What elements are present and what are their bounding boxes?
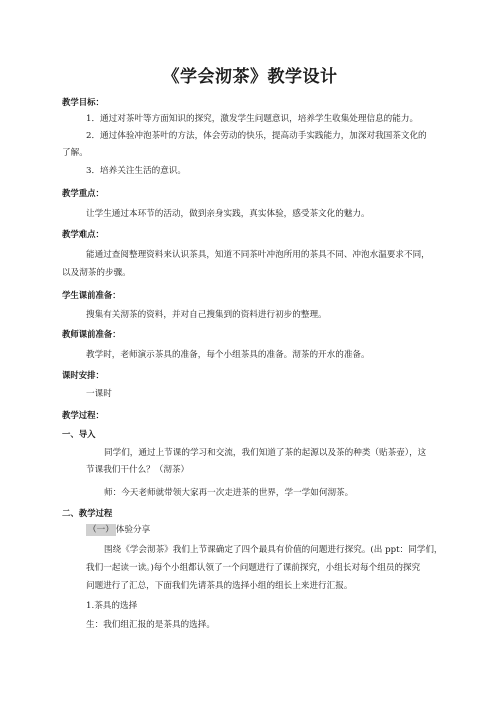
teacher-prep-text: 教学时，老师演示茶具的准备，每个小组茶具的准备。沏茶的开水的准备。 xyxy=(86,350,370,360)
intro-line-3: 师：今天老师就带领大家再一次走进茶的世界，学一学如何沏茶。 xyxy=(104,488,354,498)
student-prep-text: 搜集有关沏茶的资料，并对自己搜集到的资料进行初步的整理。 xyxy=(86,310,327,320)
paragraph-line-1: 围绕《学会沏茶》我们上节课确定了四个最具有价值的问题进行探究。(出 ppt：同学们， xyxy=(104,545,443,555)
student-prep-heading: 学生课前准备： xyxy=(62,290,121,300)
list-item-1: 1.茶具的选择 xyxy=(86,601,138,611)
key-points-text: 让学生通过本环节的活动，做到亲身实践，真实体验，感受茶文化的魅力。 xyxy=(86,209,370,219)
schedule-heading: 课时安排： xyxy=(62,370,104,380)
goals-heading: 教学目标： xyxy=(62,97,104,107)
document-title: 《学会沏茶》教学设计 xyxy=(162,67,338,87)
paragraph-line-3: 问题进行了汇总，下面我们先请茶具的选择小组的组长上来进行汇报。 xyxy=(86,581,353,591)
paragraph-line-2: 我们一起读一读。)每个小组都认领了一个问题进行了课前探究，小组长对每个组员的探究 xyxy=(86,563,421,573)
list-item-1-text: 生：我们组汇报的是茶具的选择。 xyxy=(86,620,215,630)
process-heading: 教学过程： xyxy=(62,410,104,420)
intro-line-1: 同学们，通过上节课的学习和交流，我们知道了茶的起源以及茶的种类（贴茶壶），这 xyxy=(104,448,427,458)
difficulties-line-2: 以及沏茶的步骤。 xyxy=(62,268,131,278)
goals-item-2-line-1: 2．通过体验冲泡茶叶的方法，体会劳动的快乐，提高动手实践能力，加深对我国茶文化的 xyxy=(86,131,427,141)
sub-section-heading xyxy=(86,525,150,536)
difficulties-line-1: 能通过查阅整理资料来认识茶具，知道不同茶叶冲泡所用的茶具不同、冲泡水温要求不同， xyxy=(86,250,430,260)
teacher-prep-heading: 教师课前准备： xyxy=(62,329,121,339)
goals-item-3: 3．培养关注生活的意识。 xyxy=(86,166,186,176)
intro-line-2: 节课我们干什么？（沏茶） xyxy=(86,465,190,475)
intro-heading: 一、导入 xyxy=(62,429,96,439)
schedule-text: 一课时 xyxy=(86,389,112,399)
goals-item-2-line-2: 了解。 xyxy=(62,148,88,158)
sub-section-title: 体验分享 xyxy=(115,525,151,535)
sub-section-marker: （一） xyxy=(88,525,114,535)
key-points-heading: 教学重点： xyxy=(62,188,104,198)
goals-item-1: 1．通过对茶叶等方面知识的探究，激发学生问题意识，培养学生收集处理信息的能力。 xyxy=(86,114,419,124)
main-process-heading: 二、教学过程 xyxy=(62,508,113,518)
difficulties-heading: 教学难点： xyxy=(62,229,104,239)
